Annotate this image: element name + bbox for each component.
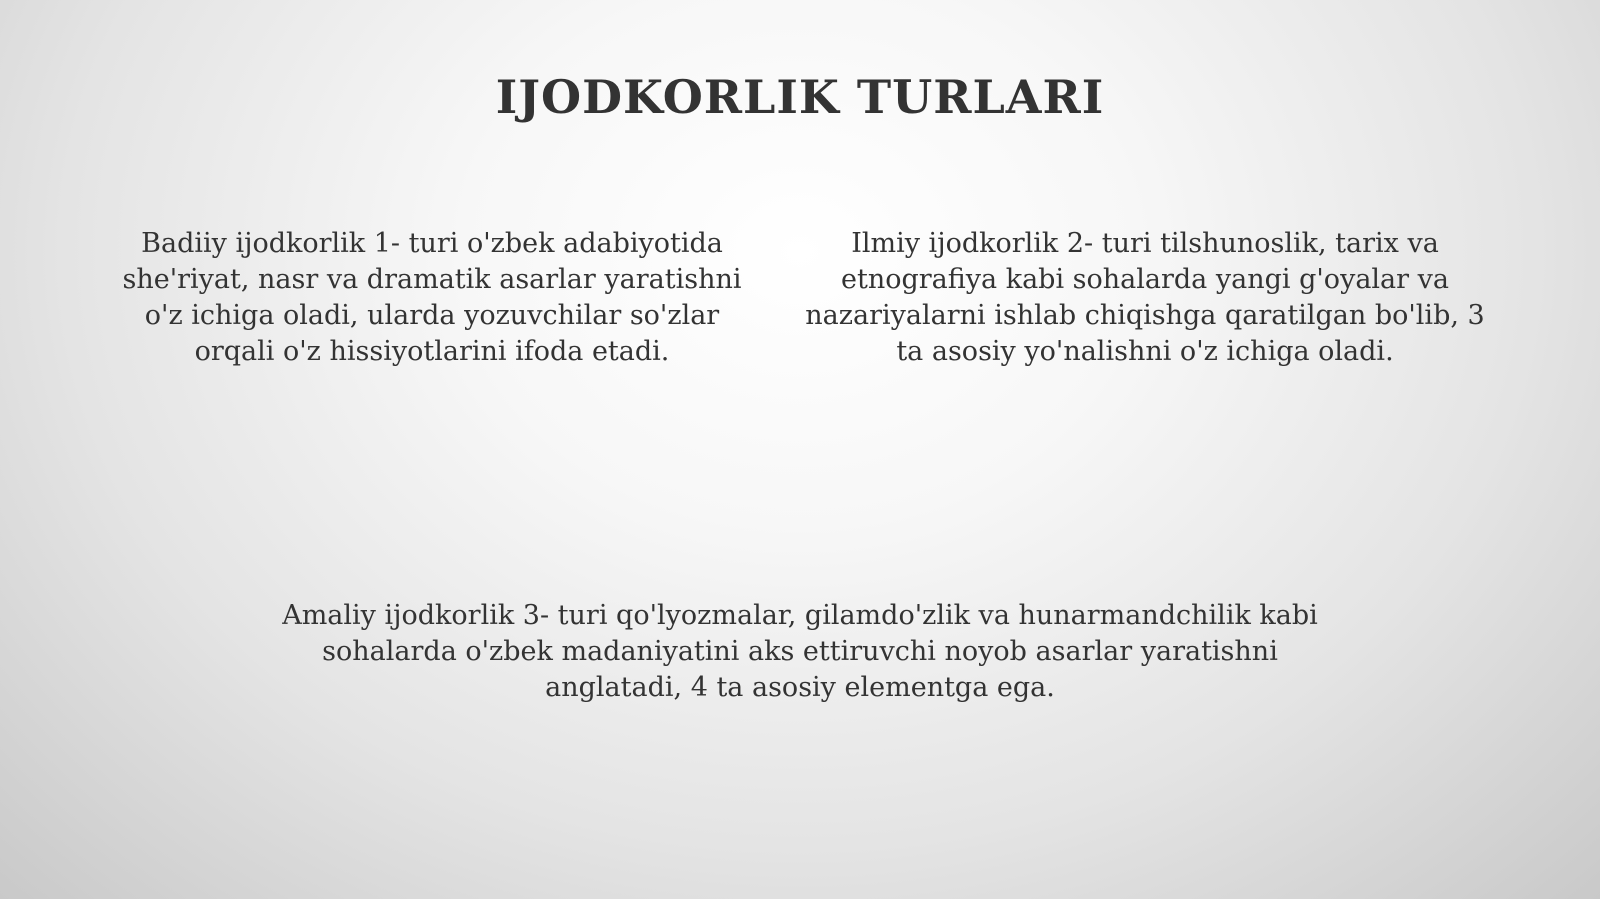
text-block-badiiy: Badiiy ijodkorlik 1- turi o'zbek adabiyotida she'riyat, nasr va dramatik asarlar yaratishni o'z ichiga oladi, ularda yozuvchilar so'zlar orqali o'z hissiyotlarini ifoda etadi. bbox=[122, 228, 742, 367]
text-block-ilmiy: Ilmiy ijodkorlik 2- turi tilshunoslik, tarix va etnografiya kabi sohalarda yangi g'oyalar va nazariyalarni ishlab chiqishga qaratilgan bo'lib, 3 ta asosiy yo'nalishni o'z ichiga oladi. bbox=[805, 228, 1485, 367]
slide-title: IJODKORLIK TURLARI bbox=[495, 70, 1105, 124]
text-block-amaliy: Amaliy ijodkorlik 3- turi qo'lyozmalar, gilamdo'zlik va hunarmandchilik kabi sohalarda o'zbek madaniyatini aks ettiruvchi noyob asarlar yaratishni anglatadi, 4 ta asosiy elementga ega. bbox=[282, 600, 1318, 703]
